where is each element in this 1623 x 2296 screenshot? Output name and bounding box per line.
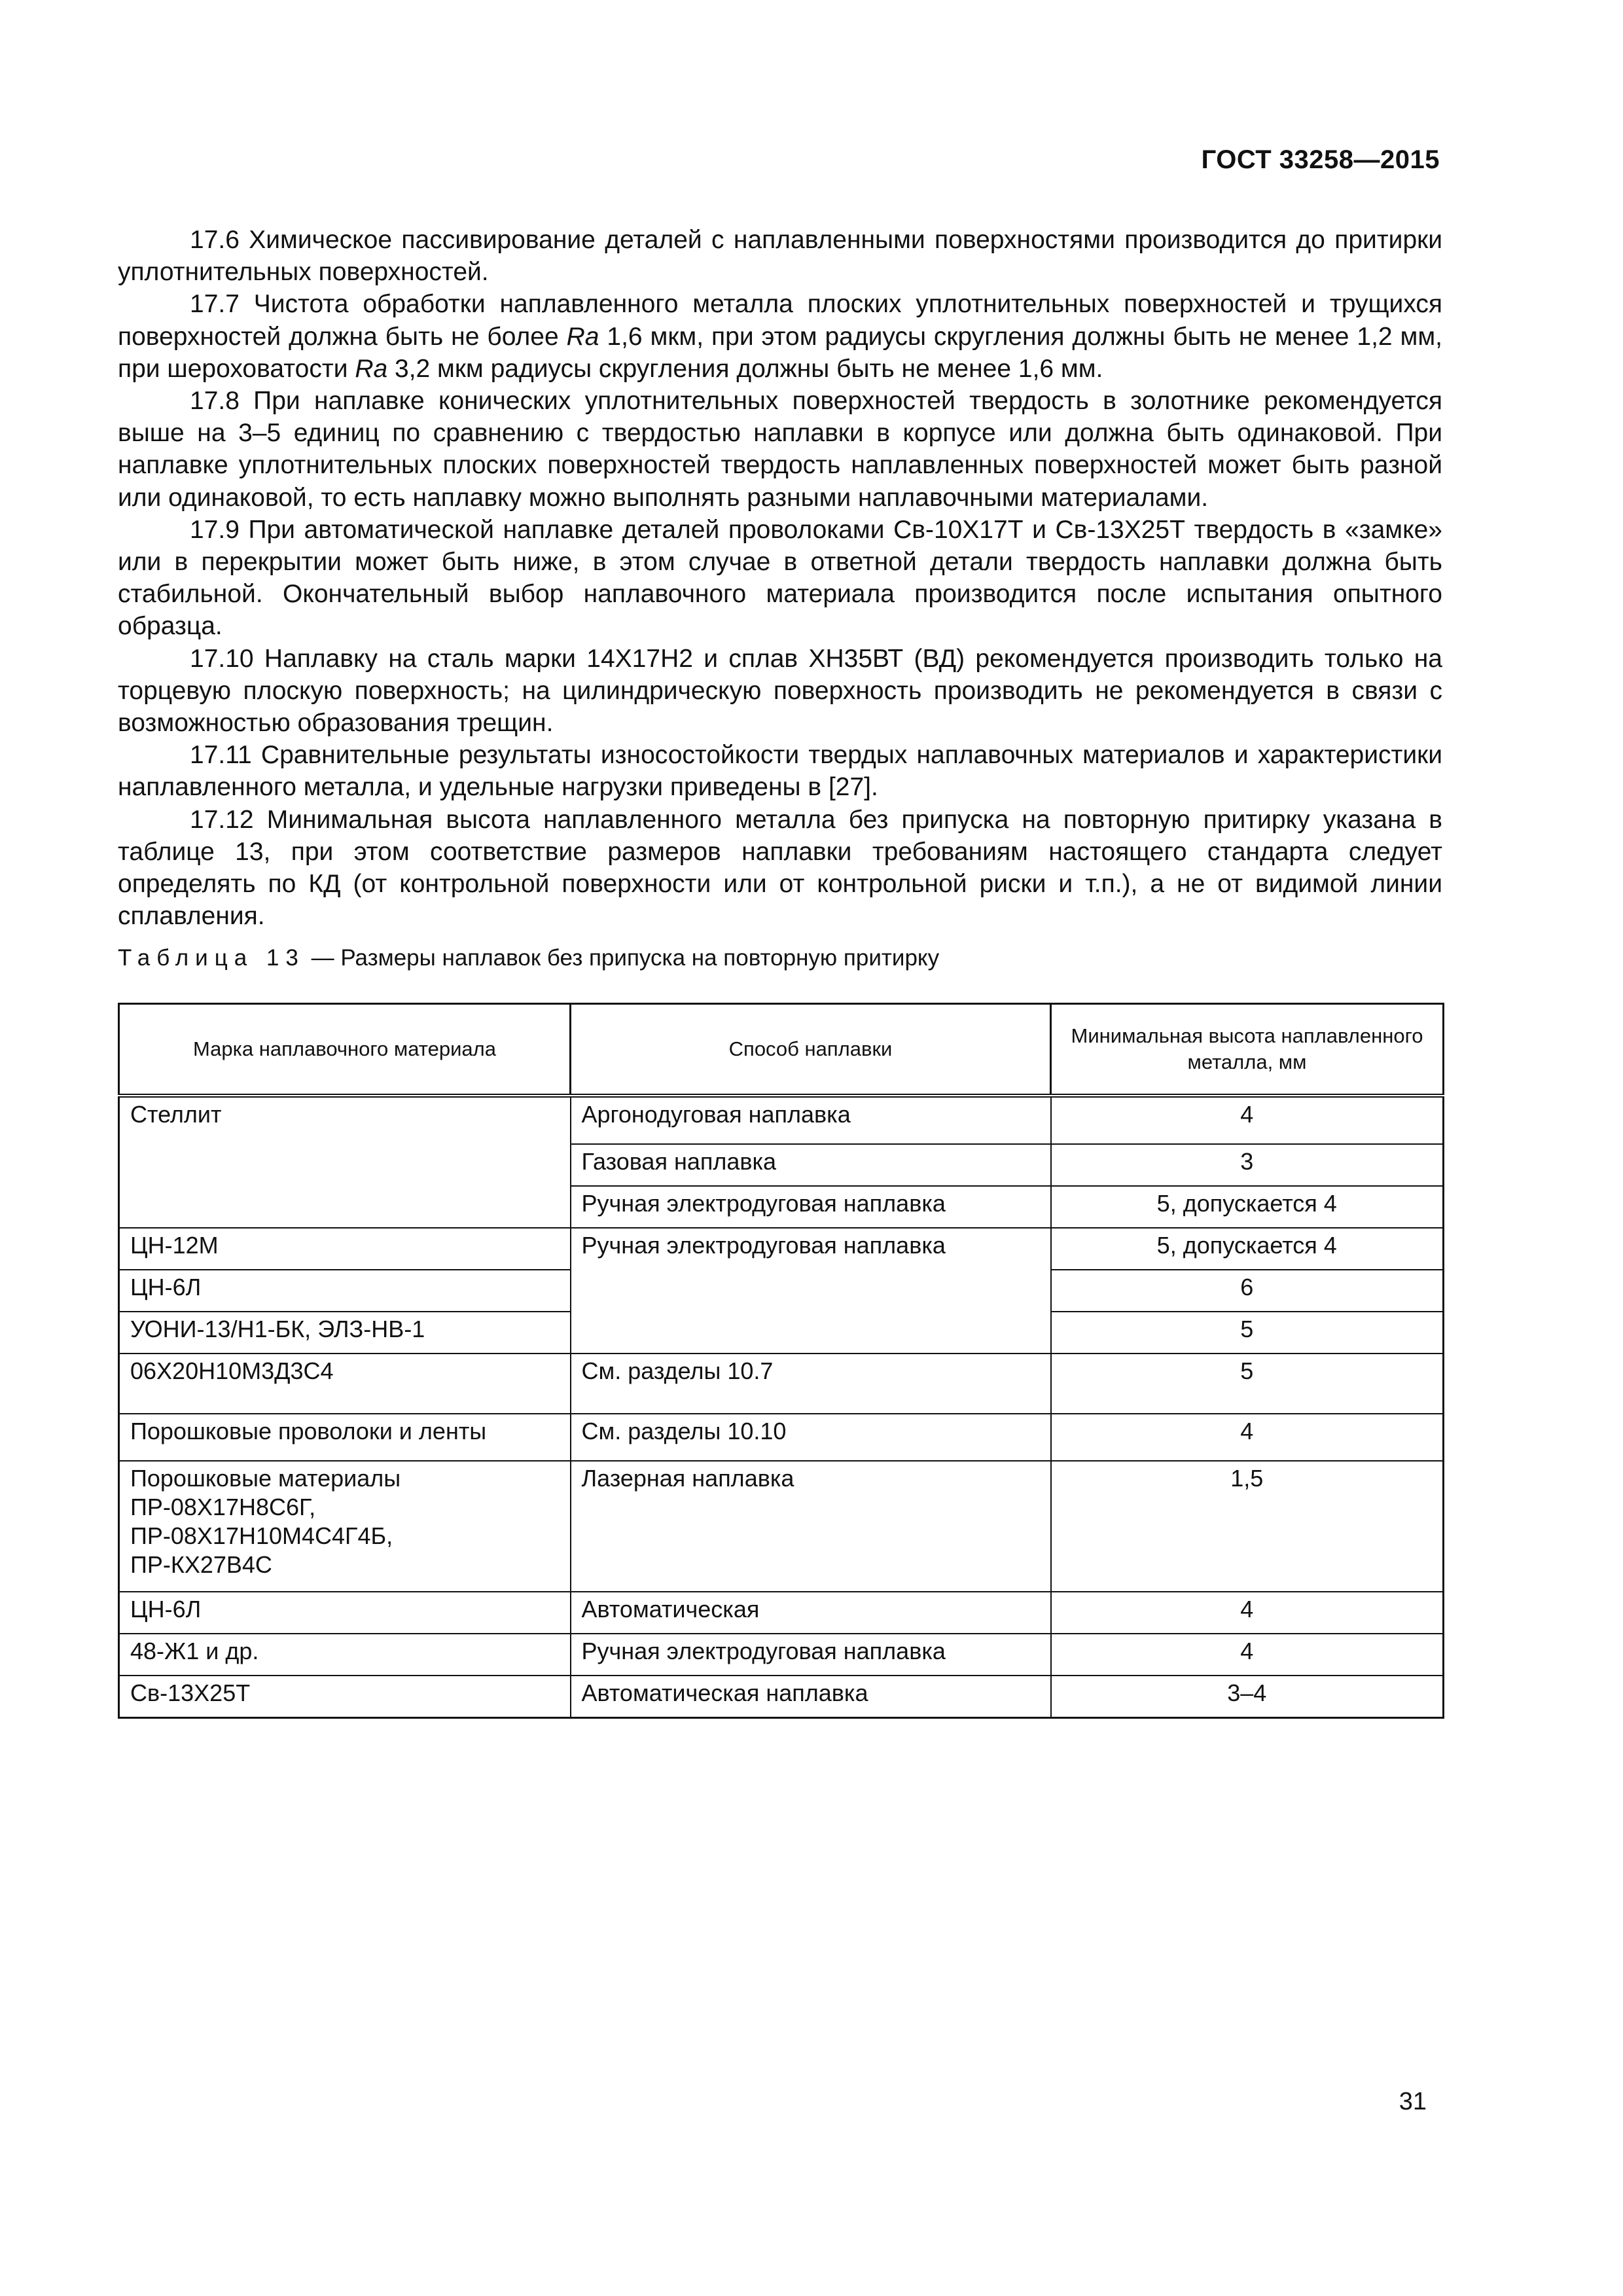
table-13 (118, 1003, 1444, 1719)
table-caption-text: — Размеры наплавок без припуска на повторную притирку (304, 945, 940, 971)
paragraph-17-8: 17.8 При наплавке конических уплотнительных поверхностей твердость в золотнике рекомендуется выше на 3–5 единиц по сравнению с твердостью наплавки в корпусе или должна быть одинаковой. При наплавке уплотнительных плоских поверхностей твердость наплавленных поверхностей может быть разной или одинаковой, то есть наплавку можно выполнять разными наплавочными материалами. (118, 387, 1442, 512)
paragraph-17-12: 17.12 Минимальная высота наплавленного металла без припуска на повторную притирку указана в таблице 13, при этом соответствие размеров наплавки требованиям настоящего стандарта следует определять по КД (от контрольной поверхности или от контрольной риски и т.п.), а не от видимой линии сплавления. (118, 805, 1442, 931)
powder-line: ПР-08Х17Н8С6Г, (130, 1494, 316, 1520)
powder-line: ПР-08Х17Н10М4С4Г4Б, (130, 1522, 393, 1549)
paragraph-17-10: 17.10 Наплавку на сталь марки 14Х17Н2 и сплав ХН35ВТ (ВД) рекомендуется производить только на торцевую плоскую поверхность; на цилиндрическую поверхность производить не рекомендуется в связи с возможностью образования трещин. (118, 644, 1442, 738)
material-cell: ЦН-6Л (119, 1270, 571, 1312)
material-cell: ЦН-12М (119, 1228, 571, 1270)
height-cell: 3 (1051, 1144, 1444, 1186)
method-cell: Лазерная наплавка (571, 1461, 1051, 1592)
table-row (119, 1592, 1444, 1634)
material-cell: Св-13Х25Т (119, 1676, 571, 1718)
table-row (119, 1270, 1444, 1312)
header-min-height: Минимальная высота наплавленного металла, мм (1051, 1004, 1444, 1096)
paragraph-17-11: 17.11 Сравнительные результаты износостойкости твердых наплавочных материалов и характеристики наплавленного металла, и удельные нагрузки приведены в [27]. (118, 741, 1442, 802)
paragraph-17-9: 17.9 При автоматической наплавке деталей проволоками Св-10Х17Т и Св-13Х25Т твердость в «замке» или в перекрытии может быть ниже, в этом случае в ответной детали твердость наплавки должна быть стабильной. Окончательный выбор наплавочного материала производится после испытания опытного образца. (118, 515, 1442, 641)
material-cell: Порошковые проволоки и ленты (119, 1414, 571, 1461)
body-text (118, 224, 1442, 932)
document-code: ГОСТ 33258—2015 (1201, 145, 1440, 174)
method-cell: Газовая наплавка (571, 1144, 1051, 1186)
material-cell (119, 1186, 571, 1228)
paragraph-17-7 (118, 288, 1442, 385)
material-cell (119, 1144, 571, 1186)
material-cell: Стеллит (119, 1096, 571, 1144)
table-row (119, 1461, 1444, 1592)
height-cell: 4 (1051, 1592, 1444, 1634)
table-row (119, 1634, 1444, 1676)
method-cell: Автоматическая (571, 1592, 1051, 1634)
ra-symbol: Ra (355, 354, 388, 383)
paragraph-17-7-part-a: 17.7 Чистота обработки наплавленного металла плоских уплотнительных поверхностей и трущихся поверхностей должна быть не более (118, 290, 1442, 351)
material-cell: УОНИ-13/Н1-БК, ЭЛЗ-НВ-1 (119, 1312, 571, 1354)
material-cell-powder (119, 1461, 571, 1592)
table-row (119, 1144, 1444, 1186)
table-caption (118, 945, 939, 971)
header-method: Способ наплавки (571, 1004, 1051, 1096)
paragraph-17-6: 17.6 Химическое пассивирование деталей с наплавленными поверхностями производится до притирки уплотнительных поверхностей. (118, 226, 1442, 287)
ra-symbol: Ra (566, 322, 599, 351)
method-cell (571, 1270, 1051, 1312)
header-material: Марка наплавочного материала (119, 1004, 571, 1096)
height-cell: 5 (1051, 1354, 1444, 1414)
table-row (119, 1312, 1444, 1354)
height-cell: 6 (1051, 1270, 1444, 1312)
height-cell: 4 (1051, 1634, 1444, 1676)
table-row (119, 1414, 1444, 1461)
method-cell: Автоматическая наплавка (571, 1676, 1051, 1718)
material-cell: ЦН-6Л (119, 1592, 571, 1634)
height-cell: 5, допускается 4 (1051, 1228, 1444, 1270)
method-cell: См. разделы 10.7 (571, 1354, 1051, 1414)
height-cell: 1,5 (1051, 1461, 1444, 1592)
table-row (119, 1228, 1444, 1270)
powder-line: Порошковые материалы (130, 1465, 401, 1492)
table-caption-label: Таблица 13 (118, 945, 305, 971)
height-cell: 5 (1051, 1312, 1444, 1354)
method-cell: Аргонодуговая наплавка (571, 1096, 1051, 1144)
table-header-row (119, 1004, 1444, 1096)
height-cell: 4 (1051, 1414, 1444, 1461)
paragraph-17-7-part-c: 3,2 мкм радиусы скругления должны быть не менее 1,6 мм. (387, 354, 1103, 383)
height-cell: 4 (1051, 1096, 1444, 1144)
table-row (119, 1186, 1444, 1228)
paragraph-17-7-part-b: 1,6 мкм, при этом радиусы скругления должны быть не менее 1,2 мм, при шероховатости (118, 322, 1442, 383)
material-cell: 48-Ж1 и др. (119, 1634, 571, 1676)
material-cell: 06Х20Н10М3Д3С4 (119, 1354, 571, 1414)
height-cell: 3–4 (1051, 1676, 1444, 1718)
method-cell: Ручная электродуговая наплавка (571, 1186, 1051, 1228)
method-cell: См. разделы 10.10 (571, 1414, 1051, 1461)
height-cell: 5, допускается 4 (1051, 1186, 1444, 1228)
powder-line: ПР-КХ27В4С (130, 1551, 272, 1578)
table-row (119, 1096, 1444, 1144)
table-row (119, 1676, 1444, 1718)
page-number: 31 (1399, 2088, 1427, 2115)
table-row (119, 1354, 1444, 1414)
method-cell: Ручная электродуговая наплавка (571, 1634, 1051, 1676)
method-cell (571, 1312, 1051, 1354)
method-cell: Ручная электродуговая наплавка (571, 1228, 1051, 1270)
